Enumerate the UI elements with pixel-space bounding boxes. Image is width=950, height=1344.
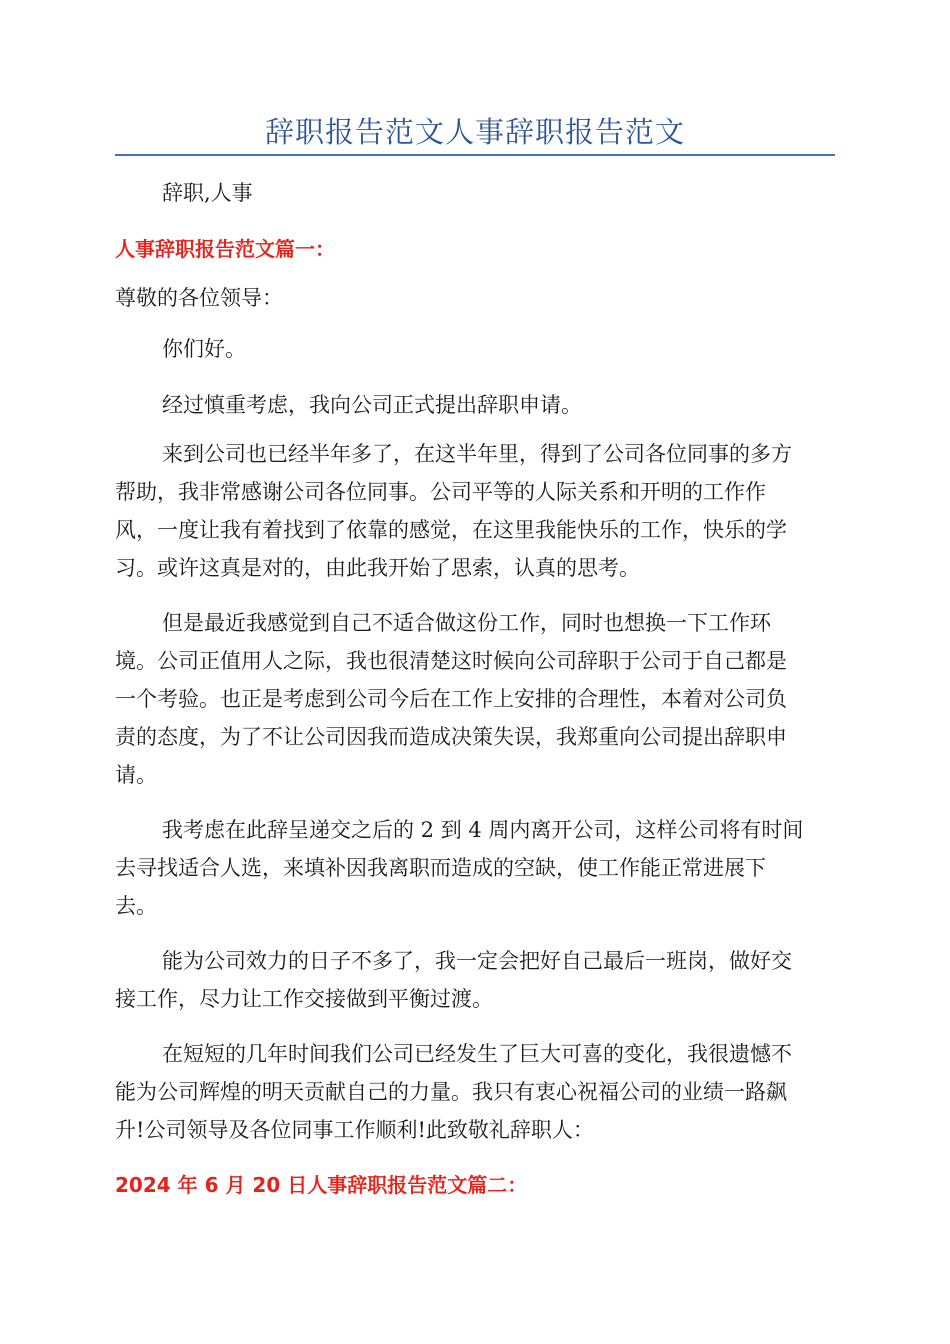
salutation: 尊敬的各位领导： <box>115 286 283 310</box>
paragraph-5 <box>115 942 835 1018</box>
title-underline <box>115 154 835 156</box>
paragraph-2 <box>115 435 835 587</box>
keywords-line: 辞职,人事 <box>162 181 253 205</box>
paragraph-6-line: 在短短的几年时间我们公司已经发生了巨大可喜的变化，我很遗憾不 <box>162 1042 792 1066</box>
paragraph-2-line: 风，一度让我有着找到了依靠的感觉，在这里我能快乐的工作，快乐的学 <box>115 518 787 542</box>
paragraph-2-line: 来到公司也已经半年多了，在这半年里，得到了公司各位同事的多方 <box>162 442 792 466</box>
paragraph-3-line: 境。公司正值用人之际，我也很清楚这时候向公司辞职于公司于自己都是 <box>115 649 787 673</box>
paragraph-6-line: 能为公司辉煌的明天贡献自己的力量。我只有衷心祝福公司的业绩一路飙 <box>115 1080 787 1104</box>
paragraph-2-line: 习。或许这真是对的，由此我开始了思索，认真的思考。 <box>115 556 640 580</box>
paragraph-3-line: 责的态度，为了不让公司因我而造成决策失误，我郑重向公司提出辞职申 <box>115 725 787 749</box>
paragraph-5-line: 接工作，尽力让工作交接做到平衡过渡。 <box>115 987 493 1011</box>
paragraph-3-line: 一个考验。也正是考虑到公司今后在工作上安排的合理性，本着对公司负 <box>115 687 787 711</box>
paragraph-4-line: 我考虑在此辞呈递交之后的 2 到 4 周内离开公司，这样公司将有时间 <box>162 818 804 842</box>
section-heading-2: 2024 年 6 月 20 日人事辞职报告范文篇二： <box>115 1173 528 1197</box>
paragraph-4-line: 去寻找适合人选，来填补因我离职而造成的空缺，使工作能正常进展下 <box>115 856 766 880</box>
paragraph-4 <box>115 811 835 925</box>
paragraph-5-line: 能为公司效力的日子不多了，我一定会把好自己最后一班岗，做好交 <box>162 949 792 973</box>
section-heading-1: 人事辞职报告范文篇一： <box>115 237 335 261</box>
paragraph-3-line: 请。 <box>115 763 157 787</box>
greeting: 你们好。 <box>162 337 246 361</box>
paragraph-3-line: 但是最近我感觉到自己不适合做这份工作，同时也想换一下工作环 <box>162 611 771 635</box>
paragraph-6 <box>115 1035 835 1149</box>
paragraph-6-line: 升!公司领导及各位同事工作顺利!此致敬礼辞职人： <box>115 1118 594 1142</box>
document-title: 辞职报告范文人事辞职报告范文 <box>264 115 685 149</box>
paragraph-2-line: 帮助，我非常感谢公司各位同事。公司平等的人际关系和开明的工作作 <box>115 480 766 504</box>
paragraph-1: 经过慎重考虑，我向公司正式提出辞职申请。 <box>162 393 582 417</box>
paragraph-3 <box>115 604 835 794</box>
paragraph-4-line: 去。 <box>115 894 157 918</box>
